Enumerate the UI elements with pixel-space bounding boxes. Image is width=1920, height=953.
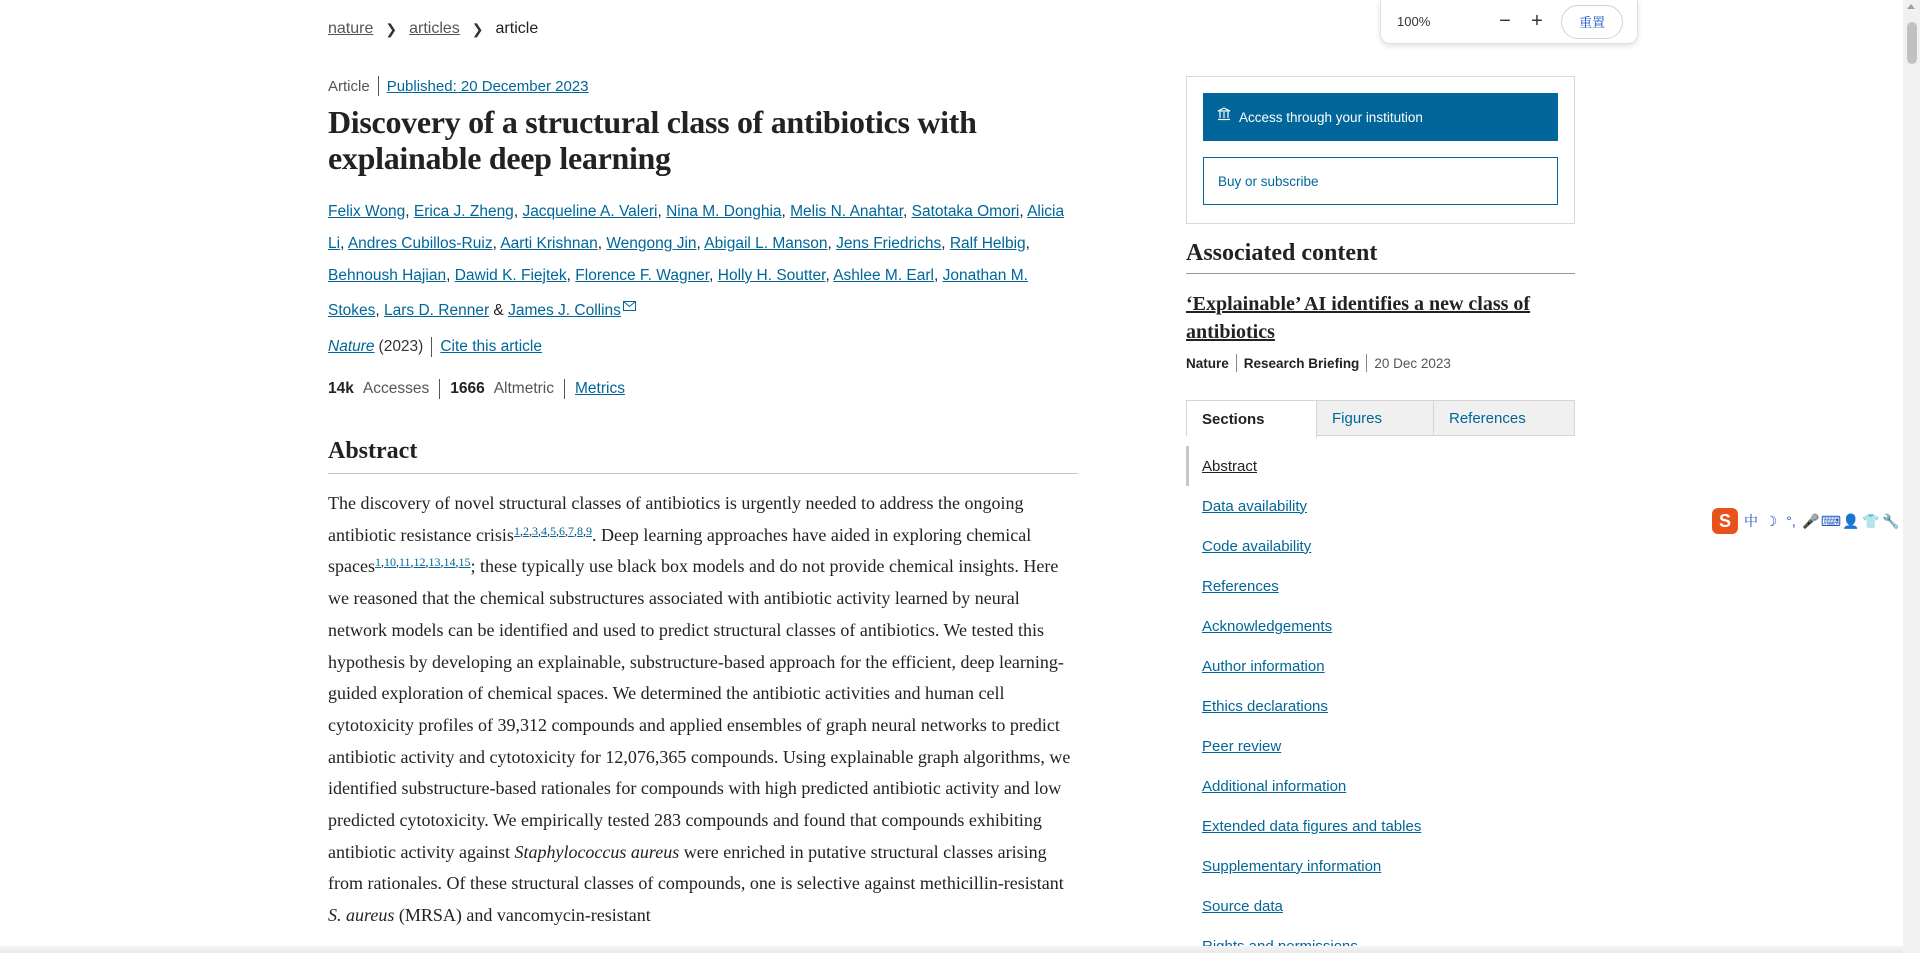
sidebar-tabs [1186,400,1575,436]
section-nav-item [1186,726,1575,766]
published-date-link[interactable]: Published: 20 December 2023 [386,77,589,95]
section-nav-item [1186,806,1575,846]
ime-moon-icon[interactable]: ☽ [1764,512,1778,529]
author-link[interactable]: Florence F. Wagner [575,266,710,284]
author-separator: , [1025,234,1030,252]
section-nav-item [1186,526,1575,566]
author-separator: , [657,203,667,220]
altmetric-label: Altmetric [493,380,554,397]
author-list [328,196,1076,327]
publication-year: (2023) [378,338,424,355]
divider [564,379,565,399]
author-separator: , [827,234,837,252]
associated-kind: Research Briefing [1243,355,1360,371]
author-separator: , [513,203,523,220]
divider [1236,354,1237,372]
zoom-level: 100% [1397,14,1431,29]
author-links [328,203,1064,319]
associated-content-heading: Associated content [1186,240,1575,274]
zoom-in-button[interactable]: + [1531,10,1543,32]
author-link[interactable]: Alicia Li [328,203,1065,252]
author-link[interactable]: Aarti Krishnan [500,234,598,252]
ref-separator: , [440,555,444,570]
cite-article-link[interactable]: Cite this article [440,338,542,355]
author-link[interactable]: Andres Cubillos-Ruiz [347,234,493,252]
chevron-right-icon: ❯ [385,20,398,37]
section-nav-link[interactable]: Additional information [1202,777,1347,795]
altmetric-score: 1666 [450,380,485,397]
citation-link[interactable]: 4 [540,523,547,538]
species-name: Staphylococcus aureus [514,841,680,862]
author-separator: & [489,302,509,320]
section-nav-link[interactable]: Abstract [1202,457,1258,475]
author-link[interactable]: Melis N. Anahtar [790,203,903,220]
section-nav-item [1186,646,1575,686]
abstract-text-part: ; these typically use black box models and do not provide chemical insights. Here we reasoned that the chemical substructures associated with antibiotic activity learned by neural network models can be identified and used to predict structural classes of antibiotics. We tested this hypothesis by developing an explainable, substructure-based approach for the efficient, deep learning-guided exploration of chemical spaces. We determined the antibiotic activities and human cell cytotoxicity profiles of 39,312 compounds and applied ensembles of graph neural networks to predict antibiotic activity and cytotoxicity for 12,076,365 compounds. Using explainable graph algorithms, we identified substructure-based rationales for compounds with high predicted antibiotic activity and low predicted cytotoxicity. We empirically tested 283 compounds and found that compounds exhibiting antibiotic activity against [328,556,1071,862]
sections-list [1186,446,1575,953]
citation-link[interactable]: 14 [443,555,456,570]
section-nav-item [1186,686,1575,726]
author-separator: , [825,266,834,284]
accesses-label: Accesses [362,380,430,397]
ref-separator: , [528,523,532,538]
author-separator: , [566,266,576,284]
section-nav-item [1186,766,1575,806]
citation-link[interactable]: 2 [522,523,529,538]
chevron-right-icon: ❯ [471,20,484,37]
ref-separator: , [537,523,541,538]
journal-link[interactable]: Nature [328,338,375,355]
scroll-thumb[interactable] [1907,22,1917,64]
institution-icon [1217,107,1231,124]
access-institution-button[interactable] [1203,93,1558,141]
author-link[interactable]: Ashlee M. Earl [833,266,934,284]
author-link[interactable]: Ralf Helbig [949,234,1026,252]
author-link[interactable]: Holly H. Soutter [717,266,826,284]
ime-skin-icon[interactable]: 👕 [1862,512,1880,529]
author-link[interactable]: Erica J. Zheng [413,203,514,220]
author-separator: , [1019,203,1028,220]
citation-link[interactable]: 3 [531,523,538,538]
abstract-text [328,488,1080,932]
citation-link[interactable]: 12 [413,555,426,570]
citation-link[interactable]: 1 [513,523,520,538]
citation-link[interactable]: 13 [428,555,441,570]
breadcrumb [328,20,538,38]
ref-separator: , [564,523,568,538]
author-link[interactable]: Dawid K. Fiejtek [454,266,567,284]
associated-article-title [1186,290,1575,346]
ime-user-icon[interactable]: 👤 [1842,512,1860,529]
author-link[interactable]: Satotaka Omori [911,203,1020,220]
associated-date: 20 Dec 2023 [1374,355,1451,371]
metrics-link[interactable]: Metrics [575,380,625,397]
author-separator: , [375,302,385,320]
author-separator: , [696,234,705,252]
access-box [1186,76,1575,224]
zoom-out-button[interactable]: − [1499,10,1511,32]
author-separator: , [405,203,414,220]
mail-icon[interactable] [623,291,636,323]
section-nav-link[interactable]: Peer review [1202,737,1282,755]
bottom-edge [0,946,1903,953]
author-separator: , [446,266,455,284]
author-link[interactable]: Jonathan M. Stokes [328,266,1028,320]
author-separator: , [781,203,791,220]
ime-toolbar [1712,507,1920,535]
breadcrumb-articles[interactable]: articles [409,20,460,37]
ime-tool-icon[interactable]: 🔧 [1882,512,1900,529]
author-separator: , [597,234,607,252]
citation-link[interactable]: 11 [398,555,411,570]
ref-separator: , [410,555,414,570]
author-link[interactable]: Jens Friedrichs [836,234,942,252]
citation-link[interactable]: 5 [549,523,556,538]
associated-article-link[interactable]: ‘Explainable’ AI identifies a new class of antibiotics [1186,293,1531,343]
section-nav-link[interactable]: Source data [1202,897,1283,915]
ime-logo-icon[interactable]: S [1712,508,1738,534]
ref-separator: , [380,555,384,570]
citation-link[interactable]: 9 [585,523,592,538]
zoom-popup [1380,0,1638,44]
author-link[interactable]: Jacqueline A. Valeri [522,203,658,220]
ref-separator: , [395,555,399,570]
citation-link[interactable]: 15 [458,555,471,570]
divider [1366,354,1367,372]
ref-separator: , [425,555,429,570]
ref-separator: , [455,555,459,570]
article-meta [328,76,588,96]
citation-link[interactable]: 7 [567,523,574,538]
author-link[interactable]: Abigail L. Manson [704,234,828,252]
section-nav-item [1186,486,1575,526]
ime-chinese-icon[interactable]: 中 [1744,513,1758,529]
tab-references[interactable]: References [1449,409,1526,427]
author-separator: , [709,266,718,284]
section-nav-item [1186,566,1575,606]
abstract-text-part: (MRSA) and vancomycin-resistant [394,905,651,926]
species-name: S. aureus [328,905,395,926]
author-link[interactable]: James J. Collins [508,302,621,320]
journal-line [328,337,542,357]
citation-link[interactable]: 1 [374,555,381,570]
author-separator: , [340,234,348,252]
citation-link[interactable]: 6 [558,523,565,538]
scroll-up-arrow-icon[interactable] [1907,4,1915,9]
access-institution-label: Access through your institution [1239,109,1423,125]
author-separator: , [492,234,501,252]
metrics-line [328,379,625,399]
section-nav-link[interactable]: Acknowledgements [1202,617,1333,635]
buy-subscribe-button[interactable]: Buy or subscribe [1203,157,1558,205]
ime-mic-icon[interactable]: 🎤 [1802,512,1820,529]
tab-sections[interactable]: Sections [1187,401,1317,438]
author-separator: , [903,203,912,220]
abstract-heading: Abstract [328,438,1078,474]
section-nav-link[interactable]: Code availability [1202,537,1312,555]
divider [439,379,440,399]
divider [431,337,432,357]
citation-link[interactable]: 10 [383,555,396,570]
ref-separator: , [519,523,523,538]
ref-separator: , [573,523,577,538]
author-link[interactable]: Lars D. Renner [384,302,490,320]
abstract-text-part: were enriched in putative structural classes arising from rationales. Of these structural classes of compounds, one is selective against methicillin-resistant [328,841,1064,894]
section-nav-item [1186,446,1575,486]
vertical-scrollbar[interactable] [1903,0,1920,953]
author-link[interactable]: Behnoush Hajian [328,266,447,284]
tab-figures[interactable]: Figures [1317,401,1434,435]
divider [378,76,379,96]
citation-refs [375,555,471,569]
associated-source: Nature [1186,355,1229,371]
ime-punct-icon[interactable]: °, [1786,513,1796,529]
breadcrumb-nature[interactable]: nature [328,20,374,37]
author-separator: , [934,266,943,284]
abstract-text-part: The discovery of novel structural classes of antibiotics is urgently needed to address the ongoing antibiotic resistance crisis [328,493,1024,545]
ref-separator: , [582,523,586,538]
author-link[interactable]: Wengong Jin [606,234,697,252]
associated-meta [1186,354,1451,372]
section-nav-link[interactable]: Data availability [1202,497,1308,515]
section-nav-item [1186,886,1575,926]
abstract-text-part: . Deep learning approaches have aided in exploring chemical spaces [328,524,1032,577]
author-link[interactable]: Felix Wong [328,203,406,220]
author-separator: , [941,234,950,252]
citation-refs [514,524,592,538]
accesses-count: 14k [328,380,354,397]
article-type: Article [328,77,370,95]
breadcrumb-current: article [495,20,539,37]
article-title: Discovery of a structural class of antibiotics with explainable deep learning [328,104,977,176]
ref-separator: , [546,523,550,538]
section-nav-link[interactable]: Supplementary information [1202,857,1382,875]
section-nav-link[interactable]: References [1202,577,1279,595]
author-link[interactable]: Nina M. Donghia [666,203,782,220]
ime-keyboard-icon[interactable]: ⌨ [1820,512,1842,529]
citation-link[interactable]: 8 [576,523,583,538]
section-nav-link[interactable]: Extended data figures and tables [1202,817,1422,835]
section-nav-link[interactable]: Ethics declarations [1202,697,1328,715]
section-nav-link[interactable]: Author information [1202,657,1325,675]
ref-separator: , [555,523,559,538]
section-nav-item [1186,846,1575,886]
zoom-reset-button[interactable]: 重置 [1561,5,1623,39]
section-nav-item [1186,606,1575,646]
